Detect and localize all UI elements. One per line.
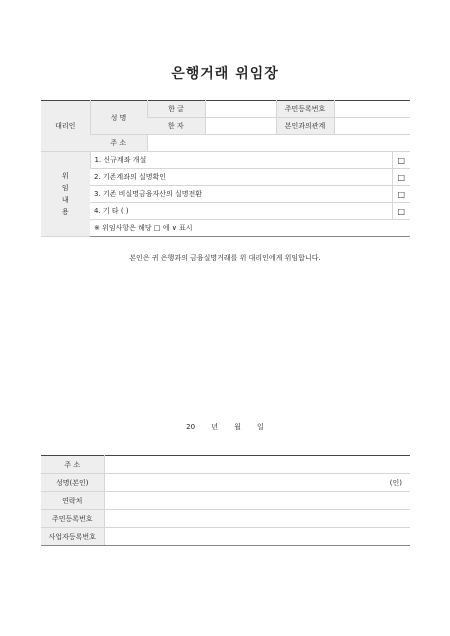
month-label: 월 xyxy=(234,423,241,431)
delegation-item: 2. 기존계좌의 실명확인 xyxy=(90,169,392,186)
delegation-statement: 본인은 귀 은행과의 금융실명거래를 위 대리인에게 위임합니다. xyxy=(129,254,321,262)
delegation-item: 1. 신규계좌 개설 xyxy=(90,152,392,169)
relation-field[interactable] xyxy=(334,118,410,135)
hangul-label: 한 글 xyxy=(147,101,205,118)
relation-label: 본인과의관계 xyxy=(276,118,334,135)
agent-name-label: 성 명 xyxy=(90,101,147,135)
business-number-label: 사업자등록번호 xyxy=(41,528,104,546)
agent-address-field[interactable] xyxy=(147,135,410,152)
contact-field[interactable] xyxy=(104,492,410,510)
delegation-label-char: 용 xyxy=(61,208,69,216)
seal-mark: (인) xyxy=(389,478,402,487)
principal-name-field[interactable] xyxy=(104,474,410,492)
document-title: 은행거래 위임장 xyxy=(171,66,279,82)
principal-address-field[interactable] xyxy=(104,456,410,474)
agent-label: 대리인 xyxy=(41,101,90,152)
agent-delegation-table xyxy=(41,100,410,237)
delegation-item: 4. 기 타 ( ) xyxy=(90,203,392,220)
hanja-name-field[interactable] xyxy=(205,118,276,135)
delegation-label xyxy=(41,152,90,237)
principal-address-label: 주 소 xyxy=(41,456,104,474)
agent-rrn-field[interactable] xyxy=(334,101,410,118)
agent-address-label: 주 소 xyxy=(90,135,147,152)
delegation-checkbox[interactable]: □ xyxy=(392,152,410,169)
agent-rrn-label: 주민등록번호 xyxy=(276,101,334,118)
delegation-checkbox[interactable]: □ xyxy=(392,203,410,220)
principal-rrn-label: 주민등록번호 xyxy=(41,510,104,528)
principal-rrn-field[interactable] xyxy=(104,510,410,528)
delegation-checkbox[interactable]: □ xyxy=(392,169,410,186)
year-prefix: 20 xyxy=(186,423,196,431)
delegation-label-char: 내 xyxy=(61,196,69,204)
principal-table xyxy=(41,455,410,546)
year-label: 년 xyxy=(211,423,218,431)
delegation-checkbox[interactable]: □ xyxy=(392,186,410,203)
hangul-name-field[interactable] xyxy=(205,101,276,118)
day-label: 일 xyxy=(257,423,264,431)
hanja-label: 한 자 xyxy=(147,118,205,135)
business-number-field[interactable] xyxy=(104,528,410,546)
delegation-note: ※ 위임사항은 해당 □ 에 ∨ 표시 xyxy=(90,220,410,237)
delegation-label-char: 임 xyxy=(61,184,69,192)
contact-label: 연락처 xyxy=(41,492,104,510)
principal-name-label: 성명(본인) xyxy=(41,474,104,492)
delegation-label-char: 위 xyxy=(61,172,69,180)
date-line xyxy=(0,422,450,432)
delegation-item: 3. 기존 비실명금융자산의 실명전환 xyxy=(90,186,392,203)
